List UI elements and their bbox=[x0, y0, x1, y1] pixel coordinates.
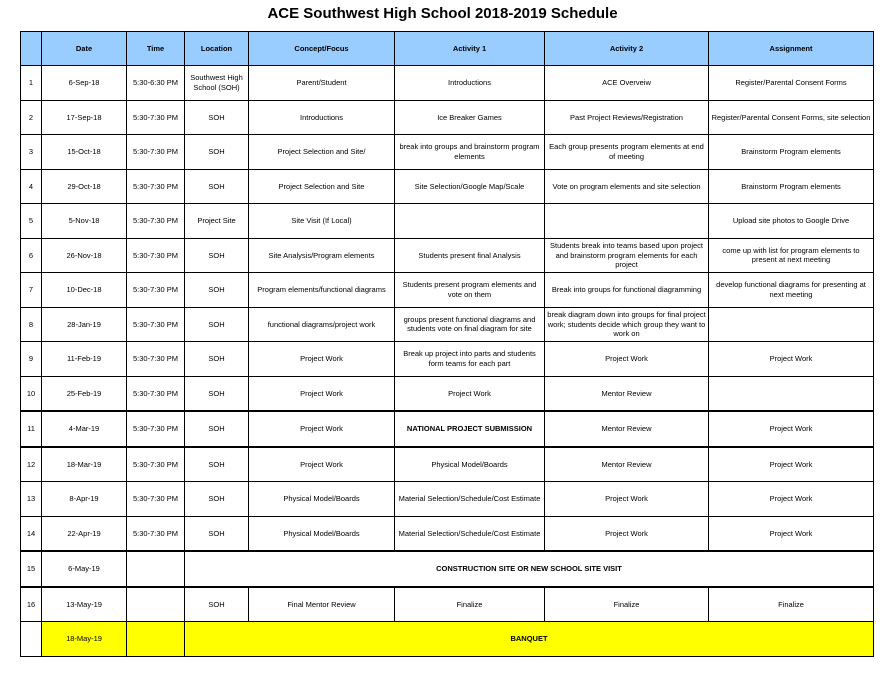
row-concept: Project Work bbox=[249, 342, 395, 377]
table-row bbox=[21, 447, 874, 482]
row-activity1 bbox=[395, 204, 545, 239]
row-location: SOH bbox=[185, 307, 249, 342]
table-row bbox=[21, 342, 874, 377]
row-location: SOH bbox=[185, 376, 249, 411]
table-row bbox=[21, 411, 874, 447]
row-activity2: ACE Overveiw bbox=[545, 66, 709, 101]
table-row bbox=[21, 169, 874, 204]
row-time: 5:30-7:30 PM bbox=[127, 238, 185, 273]
row-date: 15-Oct-18 bbox=[42, 135, 127, 170]
row-num: 11 bbox=[21, 411, 42, 447]
row-assignment bbox=[709, 307, 874, 342]
row-assignment: Project Work bbox=[709, 411, 874, 447]
row-activity2: Mentor Review bbox=[545, 376, 709, 411]
row-location: SOH bbox=[185, 100, 249, 135]
row-num: 6 bbox=[21, 238, 42, 273]
row-date: 6-Sep-18 bbox=[42, 66, 127, 101]
row-concept: Program elements/functional diagrams bbox=[249, 273, 395, 308]
table-row bbox=[21, 135, 874, 170]
table-row bbox=[21, 273, 874, 308]
row-location: Southwest High School (SOH) bbox=[185, 66, 249, 101]
row-activity2: Past Project Reviews/Registration bbox=[545, 100, 709, 135]
row-concept: Site Visit (If Local) bbox=[249, 204, 395, 239]
page-title: ACE Southwest High School 2018-2019 Schedule bbox=[267, 5, 618, 22]
row-assignment: Project Work bbox=[709, 342, 874, 377]
row-date: 5-Nov-18 bbox=[42, 204, 127, 239]
row-time bbox=[127, 551, 185, 587]
row-num: 13 bbox=[21, 482, 42, 517]
row-activity2: Mentor Review bbox=[545, 411, 709, 447]
header-time: Time bbox=[127, 32, 185, 66]
row-time: 5:30-7:30 PM bbox=[127, 447, 185, 482]
row-num: 2 bbox=[21, 100, 42, 135]
row-concept: Physical Model/Boards bbox=[249, 516, 395, 551]
row-date: 11-Feb-19 bbox=[42, 342, 127, 377]
row-activity1: groups present functional diagrams and students vote on final diagram for site bbox=[395, 307, 545, 342]
row-activity2: break diagram down into groups for final project work; students decide which group they want to work on bbox=[545, 307, 709, 342]
row-assignment: Register/Parental Consent Forms, site selection bbox=[709, 100, 874, 135]
row-concept: Project Selection and Site/ bbox=[249, 135, 395, 170]
row-time: 5:30-7:30 PM bbox=[127, 482, 185, 517]
row-date: 26-Nov-18 bbox=[42, 238, 127, 273]
row-concept: Project Work bbox=[249, 376, 395, 411]
row-num: 5 bbox=[21, 204, 42, 239]
row-activity1: break into groups and brainstorm program elements bbox=[395, 135, 545, 170]
row-activity1: Introductions bbox=[395, 66, 545, 101]
row-num bbox=[21, 622, 42, 657]
row-concept: Final Mentor Review bbox=[249, 587, 395, 622]
row-assignment: Register/Parental Consent Forms bbox=[709, 66, 874, 101]
row-num: 16 bbox=[21, 587, 42, 622]
row-location: SOH bbox=[185, 587, 249, 622]
row-date: 29-Oct-18 bbox=[42, 169, 127, 204]
row-location: SOH bbox=[185, 516, 249, 551]
header-num bbox=[21, 32, 42, 66]
row-num: 15 bbox=[21, 551, 42, 587]
row-concept: functional diagrams/project work bbox=[249, 307, 395, 342]
row-activity1: Break up project into parts and students form teams for each part bbox=[395, 342, 545, 377]
row-time: 5:30-7:30 PM bbox=[127, 411, 185, 447]
row-num: 1 bbox=[21, 66, 42, 101]
table-row bbox=[21, 587, 874, 622]
table-row bbox=[21, 622, 874, 657]
row-location: SOH bbox=[185, 135, 249, 170]
row-time: 5:30-6:30 PM bbox=[127, 66, 185, 101]
row-assignment: Brainstorm Program elements bbox=[709, 135, 874, 170]
row-num: 14 bbox=[21, 516, 42, 551]
row-activity1: Students present program elements and vote on them bbox=[395, 273, 545, 308]
row-assignment: Upload site photos to Google Drive bbox=[709, 204, 874, 239]
row-time: 5:30-7:30 PM bbox=[127, 516, 185, 551]
row-time bbox=[127, 587, 185, 622]
row-num: 9 bbox=[21, 342, 42, 377]
row-activity2: Each group presents program elements at end of meeting bbox=[545, 135, 709, 170]
row-date: 18-May-19 bbox=[42, 622, 127, 657]
table-row bbox=[21, 204, 874, 239]
row-time: 5:30-7:30 PM bbox=[127, 342, 185, 377]
row-activity2 bbox=[545, 204, 709, 239]
row-activity1: Students present final Analysis bbox=[395, 238, 545, 273]
row-activity2: Project Work bbox=[545, 342, 709, 377]
table-row bbox=[21, 376, 874, 411]
header-row bbox=[21, 32, 874, 66]
row-location: Project Site bbox=[185, 204, 249, 239]
row-time: 5:30-7:30 PM bbox=[127, 307, 185, 342]
row-assignment: Project Work bbox=[709, 482, 874, 517]
row-time bbox=[127, 622, 185, 657]
row-date: 17-Sep-18 bbox=[42, 100, 127, 135]
row-date: 10-Dec-18 bbox=[42, 273, 127, 308]
row-time: 5:30-7:30 PM bbox=[127, 273, 185, 308]
table-row bbox=[21, 307, 874, 342]
header-activity2: Activity 2 bbox=[545, 32, 709, 66]
row-date: 13-May-19 bbox=[42, 587, 127, 622]
row-location: SOH bbox=[185, 447, 249, 482]
row-time: 5:30-7:30 PM bbox=[127, 100, 185, 135]
row-num: 8 bbox=[21, 307, 42, 342]
row-date: 8-Apr-19 bbox=[42, 482, 127, 517]
row-activity1: Finalize bbox=[395, 587, 545, 622]
header-assignment: Assignment bbox=[709, 32, 874, 66]
row-activity1: Project Work bbox=[395, 376, 545, 411]
row-assignment: Project Work bbox=[709, 516, 874, 551]
row-assignment: Finalize bbox=[709, 587, 874, 622]
header-date: Date bbox=[42, 32, 127, 66]
table-row bbox=[21, 238, 874, 273]
table-row bbox=[21, 482, 874, 517]
row-concept: Project Work bbox=[249, 411, 395, 447]
row-date: 6-May-19 bbox=[42, 551, 127, 587]
row-date: 18-Mar-19 bbox=[42, 447, 127, 482]
row-activity2: Vote on program elements and site selection bbox=[545, 169, 709, 204]
row-location: SOH bbox=[185, 411, 249, 447]
row-assignment bbox=[709, 376, 874, 411]
row-activity1: NATIONAL PROJECT SUBMISSION bbox=[395, 411, 545, 447]
table-row bbox=[21, 551, 874, 587]
row-assignment: Project Work bbox=[709, 447, 874, 482]
site-visit-banner: CONSTRUCTION SITE OR NEW SCHOOL SITE VISIT bbox=[185, 551, 874, 587]
row-activity2: Project Work bbox=[545, 516, 709, 551]
header-activity1: Activity 1 bbox=[395, 32, 545, 66]
row-num: 10 bbox=[21, 376, 42, 411]
row-assignment: come up with list for program elements to present at next meeting bbox=[709, 238, 874, 273]
row-num: 7 bbox=[21, 273, 42, 308]
table-row bbox=[21, 100, 874, 135]
row-time: 5:30-7:30 PM bbox=[127, 376, 185, 411]
row-activity1: Material Selection/Schedule/Cost Estimate bbox=[395, 482, 545, 517]
banquet-banner: BANQUET bbox=[185, 622, 874, 657]
row-activity2: Finalize bbox=[545, 587, 709, 622]
row-activity1: Ice Breaker Games bbox=[395, 100, 545, 135]
row-assignment: Brainstorm Program elements bbox=[709, 169, 874, 204]
row-concept: Project Work bbox=[249, 447, 395, 482]
row-concept: Introductions bbox=[249, 100, 395, 135]
row-date: 4-Mar-19 bbox=[42, 411, 127, 447]
row-activity2: Students break into teams based upon project and brainstorm program elements for each project bbox=[545, 238, 709, 273]
row-time: 5:30-7:30 PM bbox=[127, 204, 185, 239]
row-date: 28-Jan-19 bbox=[42, 307, 127, 342]
row-date: 25-Feb-19 bbox=[42, 376, 127, 411]
row-activity1: Physical Model/Boards bbox=[395, 447, 545, 482]
row-activity1: Material Selection/Schedule/Cost Estimate bbox=[395, 516, 545, 551]
header-location: Location bbox=[185, 32, 249, 66]
row-location: SOH bbox=[185, 482, 249, 517]
row-concept: Project Selection and Site bbox=[249, 169, 395, 204]
row-activity1: Site Selection/Google Map/Scale bbox=[395, 169, 545, 204]
row-location: SOH bbox=[185, 342, 249, 377]
row-date: 22-Apr-19 bbox=[42, 516, 127, 551]
row-activity2: Project Work bbox=[545, 482, 709, 517]
row-num: 3 bbox=[21, 135, 42, 170]
schedule-table bbox=[20, 31, 874, 657]
row-location: SOH bbox=[185, 238, 249, 273]
row-activity2: Mentor Review bbox=[545, 447, 709, 482]
header-concept: Concept/Focus bbox=[249, 32, 395, 66]
table-row bbox=[21, 66, 874, 101]
row-num: 4 bbox=[21, 169, 42, 204]
row-location: SOH bbox=[185, 273, 249, 308]
row-concept: Parent/Student bbox=[249, 66, 395, 101]
row-time: 5:30-7:30 PM bbox=[127, 135, 185, 170]
row-assignment: develop functional diagrams for presenting at next meeting bbox=[709, 273, 874, 308]
row-time: 5:30-7:30 PM bbox=[127, 169, 185, 204]
row-concept: Site Analysis/Program elements bbox=[249, 238, 395, 273]
row-location: SOH bbox=[185, 169, 249, 204]
table-row bbox=[21, 516, 874, 551]
row-activity2: Break into groups for functional diagramming bbox=[545, 273, 709, 308]
row-concept: Physical Model/Boards bbox=[249, 482, 395, 517]
row-num: 12 bbox=[21, 447, 42, 482]
